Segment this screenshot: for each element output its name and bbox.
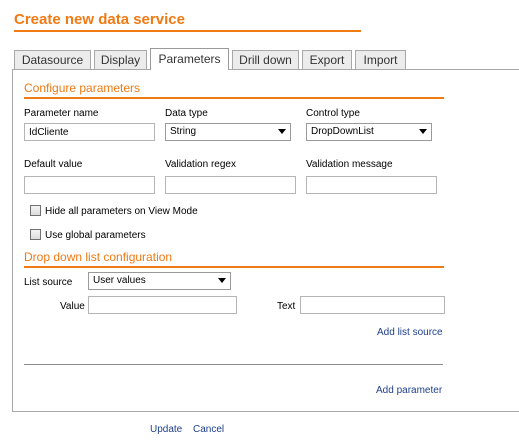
validation-regex-input[interactable] xyxy=(165,176,296,194)
chevron-down-icon xyxy=(278,129,286,134)
list-source-label: List source xyxy=(24,277,73,288)
list-source-value: User values xyxy=(93,275,146,286)
data-type-label: Data type xyxy=(165,108,208,119)
default-value-input[interactable] xyxy=(24,176,155,194)
add-list-source-link[interactable]: Add list source xyxy=(377,327,443,338)
title-underline xyxy=(14,30,361,32)
update-link[interactable]: Update xyxy=(150,424,183,435)
tab-datasource[interactable]: Datasource xyxy=(14,50,91,69)
tab-export[interactable]: Export xyxy=(302,50,352,69)
use-global-checkbox[interactable] xyxy=(30,229,41,240)
value-input[interactable] xyxy=(88,296,237,314)
chevron-down-icon xyxy=(218,278,226,283)
chevron-down-icon xyxy=(419,129,427,134)
use-global-label: Use global parameters xyxy=(45,230,146,241)
data-type-select[interactable] xyxy=(165,123,291,141)
add-parameter-link[interactable]: Add parameter xyxy=(376,385,443,396)
configure-parameters-heading: Configure parameters xyxy=(24,81,141,95)
data-type-value: String xyxy=(170,126,197,137)
validation-message-label: Validation message xyxy=(306,159,393,170)
dropdown-config-heading: Drop down list configuration xyxy=(24,250,173,264)
validation-message-input[interactable] xyxy=(306,176,437,194)
tab-drill-down[interactable]: Drill down xyxy=(232,50,299,69)
page-title: Create new data service xyxy=(14,11,185,28)
text-input[interactable] xyxy=(300,296,445,314)
parameter-name-label: Parameter name xyxy=(24,108,99,119)
parameter-name-input[interactable] xyxy=(24,123,155,141)
validation-regex-label: Validation regex xyxy=(165,159,236,170)
control-type-select[interactable] xyxy=(306,123,432,141)
text-label: Text xyxy=(277,301,296,312)
hide-all-label: Hide all parameters on View Mode xyxy=(45,206,198,217)
panel-divider xyxy=(24,364,443,365)
tab-display[interactable]: Display xyxy=(94,50,147,69)
tab-parameters[interactable]: Parameters xyxy=(150,48,229,70)
control-type-value: DropDownList xyxy=(311,126,374,137)
cancel-link[interactable]: Cancel xyxy=(193,424,225,435)
tab-import[interactable]: Import xyxy=(355,50,406,69)
configure-parameters-rule xyxy=(24,97,444,99)
default-value-label: Default value xyxy=(24,159,83,170)
hide-all-checkbox[interactable] xyxy=(30,205,41,216)
control-type-label: Control type xyxy=(306,108,360,119)
value-label: Value xyxy=(60,301,85,312)
dropdown-config-rule xyxy=(24,266,444,268)
list-source-select[interactable] xyxy=(88,272,231,290)
